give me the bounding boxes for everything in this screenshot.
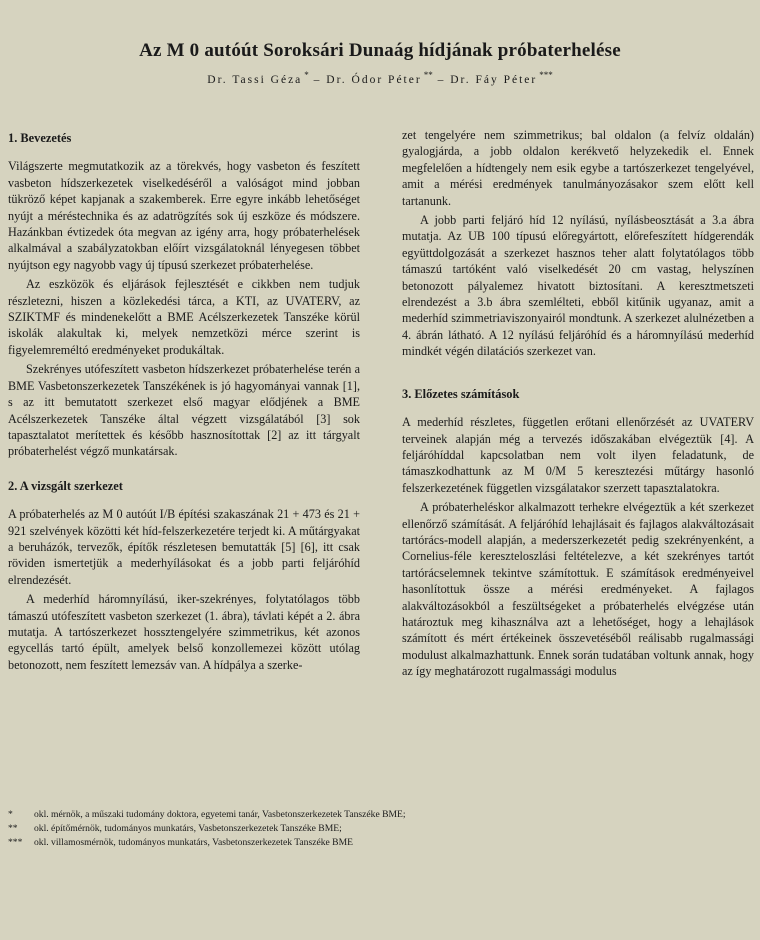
section-heading-introduction: 1. Bevezetés (8, 131, 72, 145)
footnote-text: okl. villamosmérnök, tudományos munkatárs, Vasbetonszerkezetek Tanszéke BME (34, 837, 353, 848)
author-separator: – (437, 73, 446, 86)
section-heading-calculations: 3. Előzetes számítások (402, 386, 520, 401)
footnote (8, 836, 753, 850)
footnote (8, 808, 753, 822)
footnote-text: okl. építőmérnök, tudományos munkatárs, Vasbetonszerkezetek Tanszéke BME; (34, 823, 342, 834)
footnote-mark: ** (8, 823, 18, 834)
paragraph: Szekrényes utófeszített vasbeton hídszerkezet próbaterhelése terén a BME Vasbetonszerkezetek Tanszékének is jó hagyományai vannak [1], s az itt bemutatott szerkezet első magyar elődjének a BME Acélszerkezetek Tanszéke által végzett vizsgálatából [3] sok tapasztalatot merítettek és később hasznosítottak [2] az itt tárgyalt próbaterhelést végző munkatársak. (8, 362, 360, 459)
paragraph: zet tengelyére nem szimmetrikus; bal oldalon (a felvíz oldalán) gyalogjárda, a jobb oldalon kerékvető helyzekedik el. Ennek megfelelően a hídtengely nem esik egybe a tartószerkezet tengelyével, amit a mérési eredmények tanulmányozásakor szem előtt kell tartanunk. (402, 128, 754, 208)
footnote-mark: * (8, 809, 13, 820)
author-separator: – (313, 73, 322, 86)
paragraph: A mederhíd háromnyílású, iker-szekrényes, folytatólagos több támaszú utófeszített vasbeton szerkezet (1. ábra), távlati képét a 2. ábra mutatja. A tartószerkezet hossztengelyére szimmetrikus, két azonos egycellás tartó épült, amelyek belső konzollemezei között utólag betonozott, nem feszített lemezsáv van. A hídpálya a szerke- (8, 592, 360, 672)
author-3-footnote-mark: *** (539, 70, 553, 80)
author-1-footnote-mark: * (304, 70, 309, 80)
author-1: Dr. Tassi Géza (207, 73, 303, 86)
section-heading-structure: 2. A vizsgált szerkezet (8, 478, 123, 493)
author-3: Dr. Fáy Péter (450, 73, 538, 86)
left-column (8, 130, 360, 676)
author-2: Dr. Ódor Péter (326, 73, 422, 86)
author-2-footnote-mark: ** (423, 70, 433, 80)
paragraph: A mederhíd részletes, független erőtani ellenőrzését az UVATERV terveinek alapján még a tervezés időszakában elvégeztük [4]. A feljáróhíddal kapcsolatban nem volt ilyen feladatunk, de támaszkodhattunk az M 0/M 5 keresztezési műtárgy hasonló felszerkezetének független vizsgálatakor szerzett tapasztalatokra. (402, 415, 754, 495)
article-title: Az M 0 autóút Soroksári Dunaág hídjának próbaterhelése (139, 40, 621, 61)
paragraph: Az eszközök és eljárások fejlesztését e cikkben nem tudjuk részletezni, hiszen a közlekedési tárca, a KTI, az UVATERV, az SZIKTMF és mindenekelőtt a BME Acélszerkezetek Tanszéke körül iskolák alakultak ki, melyek nemzetközi mérce szerint is figyelemreméltó eredményeket produkáltak. (8, 277, 360, 357)
footnotes (8, 808, 753, 850)
paragraph: A próbaterheléskor alkalmazott terhekre elvégeztük a két szerkezet ellenőrző számítását. A feljáróhíd lehajlásait és fajlagos alakváltozásait tartórács-modell alapján, a mederszerkezetét pedig szekrényenként, a Cornelius-féle kereszteloszlási feltételezve, a két szekrényes tartót tartórácselemnek tekintve számítottuk. E számítások eredményeivel hasonlítottuk össze a mérési eredményeket. A fajlagos alakváltozásokból a feszültségeket a próbaterhelés elvégzése után határoztuk meg kihasználva azt a lehetőséget, hogy a lehajlások számított és mért értékeinek összevetéséből reálisabb rugalmassági modulust alkalmazhattunk. Ennek során tudatában voltunk annak, hogy az így meghatározott rugalmassági modulus (402, 500, 754, 679)
paragraph: A jobb parti feljáró híd 12 nyílású, nyílásbeosztását a 3.a ábra mutatja. Az UB 100 típusú előregyártott, előrefeszített hídgerendák együttdolgozását a szerkezet hasznos teher alatt folytatólagos több támaszú tartóként való viselkedését 20 cm vastag, helyszínen betonozott pályalemez hivatott biztosítani. A keresztmetszeti elrendezést a 3.b ábra szemlélteti, ebből kitűnik ugyanaz, amit a mederhíd szimmetriaviszonyairól mondtunk. A szerkezet alulnézetben a 4. ábrán látható. A 12 nyílású feljáróhíd és a háromnyílású mederhíd mindkét végén dilatációs szerkezet van. (402, 213, 754, 359)
footnote-mark: *** (8, 837, 23, 848)
paragraph: A próbaterhelés az M 0 autóút I/B építési szakaszának 21 + 473 és 21 + 921 szelvények közötti két híd-felszerkezetére terjedt ki. A műtárgyakat a beruházók, tervezők, építők részletesen bemutatták [5] [6], itt csak röviden ismertetjük a mederhyílásokat és a jobb parti feljáróhíd elrendezését. (8, 507, 360, 587)
right-column (402, 127, 754, 683)
footnote (8, 822, 753, 836)
author-line (0, 70, 760, 86)
footnote-text: okl. mérnök, a műszaki tudomány doktora, egyetemi tanár, Vasbetonszerkezetek Tanszéke BME; (34, 809, 406, 820)
paragraph: Világszerte megmutatkozik az a törekvés, hogy vasbeton és feszített vasbeton hídszerkezetek viselkedéséről a valóságot mind jobban tükröző képet kapjanak a szakemberek. Erre egyre inkább lehetőséget nyújt a méréstechnika és az adatrögzítés sok új eszköze és módszere. Hazánkban évtizedek óta megvan az igény arra, hogy próbaterhelések alkalmával a szabályzatokban előírt vizsgálatoknál lényegesen többet nyújtson egy nagyobb vagy új típusú szerkezet próbaterhelése. (8, 159, 360, 272)
